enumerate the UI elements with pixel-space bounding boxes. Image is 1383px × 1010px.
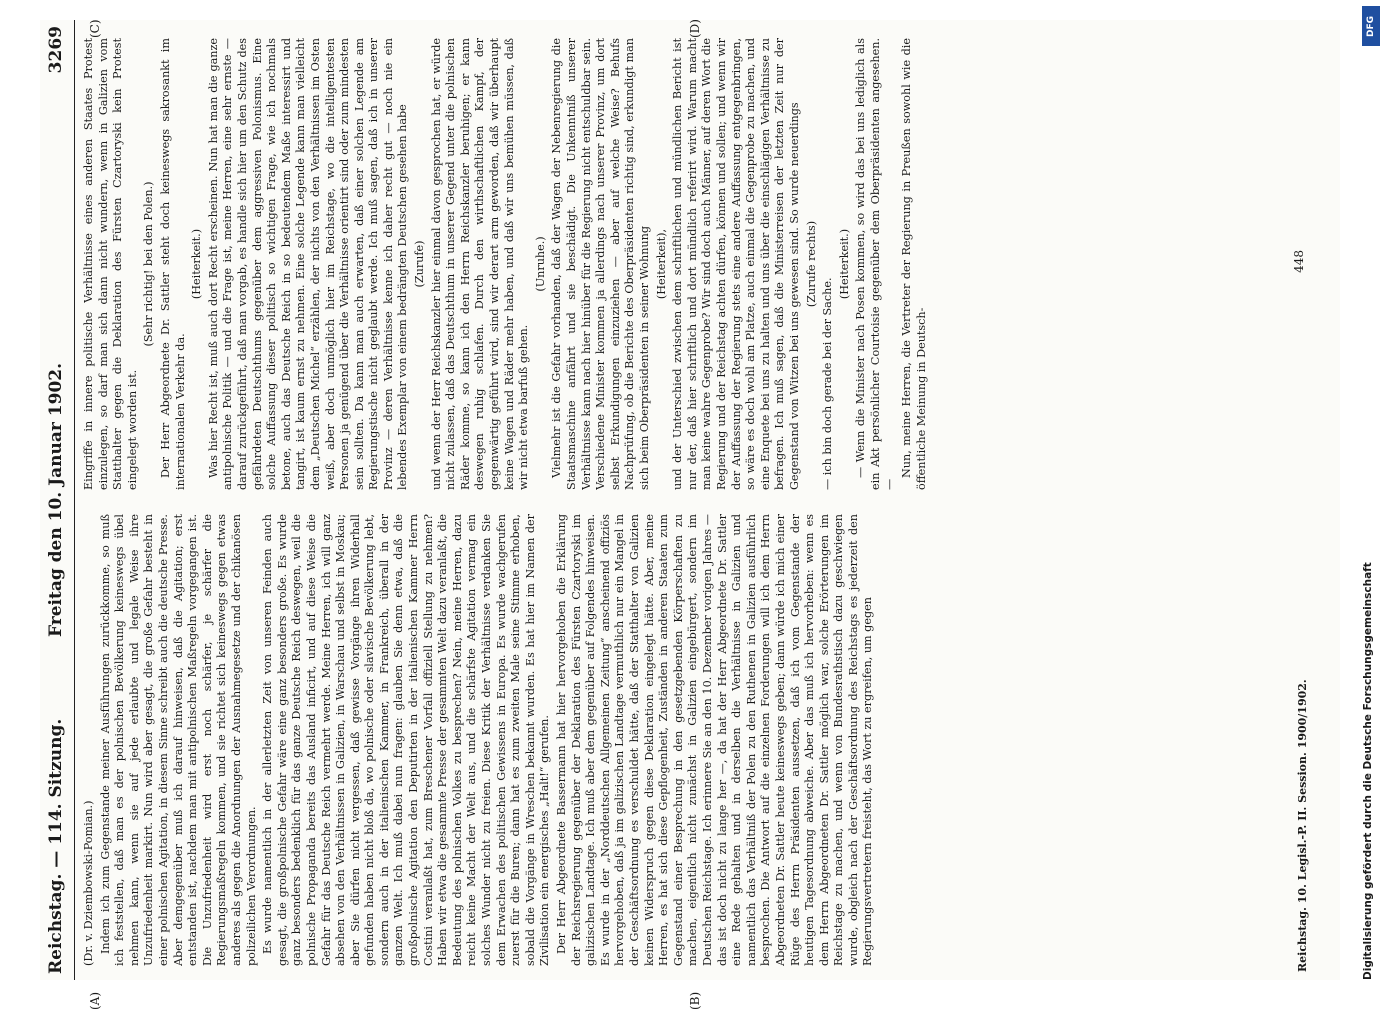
paragraph: Vielmehr ist die Gefahr vorhanden, daß der Wagen der Nebenregierung die Staatsmaschine anfährt und sie beschädigt. Die Unkenntniß unserer Verhältnisse kann nach hier hinüber für die Regierung nicht entschuldbar sein. Verschiedene Minister kommen ja allerdings nach unserer Provinz, um dort selbst Erkundigungen einzuziehen — aber auf welche Weise? Behufs Nachprüfung, ob die Berichte des Oberpräsidenten richtig sind, erkundigt man sich beim Oberpräsidenten in seiner Wohnung <box>550 38 651 490</box>
page-header <box>40 20 75 980</box>
left-column <box>82 514 1282 966</box>
page-number: 3269 <box>46 26 66 74</box>
paragraph: Nun, meine Herren, die Vertreter der Regierung in Preußen sowohl wie die öffentliche Meinung in Deutsch- <box>900 38 928 490</box>
digitization-credit: Digitalisierung gefördert durch die Deutsche Forschungsgemeinschaft <box>1362 562 1374 980</box>
interjection: (Zurufe rechts) <box>804 220 818 308</box>
paragraph: Indem ich zum Gegenstande meiner Ausführungen zurückkomme, so muß ich feststellen, daß man es der polnischen Bevölkerung keineswegs übel nehmen kann, wenn sie auf jede erlaubte und legale Weise ihre Unzufriedenheit markirt. Nun wird aber gesagt, die große Gefahr besteht in einer polnischen Agitation, in diesem Sinne schreibt auch die deutsche Presse. Aber demgegenüber muß ich darauf hinweisen, daß die Agitation; erst entstanden ist, nachdem man mit antipolnischen Maßregeln vorgegangen ist. Die Unzufriedenheit wird erst noch schärfer, je schärfer die Regierungsmaßregeln kommen, und sie richtet sich keineswegs gegen etwas anderes als gegen die Anordnungen der Ausnahmegesetze und der chikanösen polizeilichen Verordnungen. <box>98 514 258 966</box>
interjection: (Unruhe.) <box>533 236 547 292</box>
margin-mark-a: (A) <box>88 991 102 1010</box>
header-left: Reichstag. — 114. Sitzung. <box>46 718 66 974</box>
interjection: (Heiterkeit), <box>654 228 668 300</box>
header-date: Freitag den 10. Januar 1902. <box>46 362 66 638</box>
interjection: (Heiterkeit.) <box>190 228 204 300</box>
speaker-label: (Dr. v. Dziembowski-Pomian.) <box>82 800 95 966</box>
right-column <box>82 38 1282 490</box>
paragraph: Es wurde namentlich in der allerletzten Zeit von unseren Feinden auch gesagt, die großpolnische Gefahr wäre eine ganz besonders große. Es wurde ganz besonders bedenklich für das ganze Deutsche Reich deswegen, weil die polnische Propaganda bereits das Ausland inficirt, und auf diese Weise die Gefahr für das Deutsche Reich vermehrt werde. Meine Herren, ich will ganz absehen von den Verhältnissen in Galizien, in Warschau und selbst in Moskau; aber Sie dürfen nicht vergessen, daß gewisse Vorgänge ihren Widerhall gefunden haben nicht bloß da, wo polnische oder slavische Bevölkerung lebt, sondern auch in der italienischen Kammer, in Frankreich, überall in der ganzen Welt. Ich muß dabei nun fragen: glauben Sie denn etwa, daß die großpolnische Agitation den Deputirten in der italienischen Kammer Herrn Costini veranlaßt hat, zum Breschener Vorfall offiziell Stellung zu nehmen? Haben wir etwa die gesammte Presse der gesammten Welt dazu veranlaßt, die Bedeutung des polnischen Volkes zu besprechen? Nein, meine Herren, dazu reicht keine Macht der Welt aus, und die schärfste Agitation vermag ein solches Wunder nicht zu freien. Diese Kritik der Verhältnisse verdanken Sie dem Erwachen des politischen Gewissens in Europa. Es wurde wachgerufen zuerst für die Buren; dann hat es zum zweiten Male seine Stimme erhoben, sobald die Vorgänge in Wreschen bekannt wurden. Es hat hier im Namen der Zivilisation ein energisches „Halt!“ gerufen. <box>261 514 552 966</box>
footer-sheet-number: 448 <box>1292 250 1306 273</box>
paragraph: — ich bin doch gerade bei der Sache. <box>821 277 835 490</box>
newspaper-page <box>40 19 1340 1010</box>
margin-mark-c: (C) <box>88 19 102 38</box>
dfg-logo: DFG <box>1362 6 1380 46</box>
paragraph: — Wenn die Minister nach Posen kommen, so wird das bei uns lediglich als ein Akt persönlicher Courtoisie gegenüber dem Oberpräsidenten angesehen. — <box>854 38 897 490</box>
paragraph: und der Unterschied zwischen dem schriftlichen und mündlichen Bericht ist nur der, daß hier schriftlich und dort mündlich referirt wird. Warum macht man keine wahre Gegenprobe? Wir sind doch auch Männer, auf deren Wort die Regierung und der Reichstag achten dürfen, können und sollen; und wenn wir der Auffassung der Regierung stets eine andere Auffassung entgegenbringen, so wäre es doch wohl am Platze, auch einmal die Gegenprobe zu machen, und eine Enquete bei uns zu halten und uns über die einschlägigen Verhältnisse zu befragen. Ich muß sagen, daß die Ministerreisen der letzten Zeit nur der Gegenstand von Witzen bei uns gewesen sind. So wurde neuerdings <box>671 38 801 490</box>
paragraph: und wenn der Herr Reichskanzler hier einmal davon gesprochen hat, er würde nicht zulassen, daß das Deutschthum in unserer Gegend unter die polnischen Räder komme, so kann ich den Herrn Reichskanzler beruhigen; er kann deswegen ruhig schlafen. Durch den wirthschaftlichen Kampf, der gegenwärtig geführt wird, sind wir derart arm geworden, daß wir überhaupt keine Wagen und Räder mehr haben, und daß wir uns bemühen müssen, daß wir nicht etwa barfuß gehen. <box>429 38 531 490</box>
margin-mark-b: (B) <box>688 991 702 1010</box>
footer-session: Reichstag. 10. Legisl.-P. II. Session. 1900/1902. <box>1296 679 1309 972</box>
page-footer <box>1292 20 1332 980</box>
interjection: (Heiterkeit.) <box>837 228 851 300</box>
margin-mark-d: (D) <box>688 19 702 38</box>
interjection: (Sehr richtig! bei den Polen.) <box>142 181 156 347</box>
paragraph: Eingriffe in innere politische Verhältnisse eines anderen Staates Protest einzulegen, so darf man sich dann nicht wundern, wenn in Galizien vom Statthalter gegen die Deklaration des Fürsten Czartoryski kein Protest eingelegt worden ist. <box>82 38 139 490</box>
interjection: (Zurufe) <box>413 240 427 288</box>
paragraph: Was hier Recht ist, muß auch dort Recht erscheinen. Nun hat man die ganze antipolnische Politik — und die Frage ist, meine Herren, eine sehr ernste — darauf zurückgeführt, daß man vorgab, es handle sich hier um den Schutz des gefährdeten Deutschthums gegenüber dem aggressiven Polonismus. Eine solche Auffassung dieser politisch so wichtigen Frage, wie ich nochmals betone, auch das Deutsche Reich in so bedeutendem Maße interessirt und tangirt, ist kaum ernst zu nehmen. Eine solche Legende kann man vielleicht dem „Deutschen Michel“ erzählen, der nichts von den Verhältnissen im Osten weiß, aber doch unmöglich hier im Reichstage, wo die intelligentesten Personen ja genügend über die Verhältnisse orientirt sind oder zum mindesten sein sollten. Da kann man auch erwarten, daß einer solchen Legende am Regierungstische nicht geglaubt werde. Ich muß sagen, daß ich in unserer Provinz — deren Verhältnisse kenne ich daher recht gut — noch nie ein lebendes Exemplar von einem bedrängten Deutschen gesehen habe <box>206 38 410 490</box>
paragraph: Der Herr Abgeordnete Dr. Sattler steht doch keineswegs sakrosankt im internationalen Verkehr da. <box>158 38 187 490</box>
paragraph: Der Herr Abgeordnete Bassermann hat hier hervorgehoben die Erklärung der Reichsregierung gegenüber der Deklaration des Fürsten Czartoryski im galizischen Landtage. Ich muß aber dem gegenüber auf Folgendes hinweisen. Es wurde in der „Norddeutschen Allgemeinen Zeitung“ anscheinend offiziös hervorgehoben, daß ja im galizischen Landtage vermuthlich nur ein Mangel in der Geschäftsordnung es verschuldet hätte, daß der Statthalter von Galizien keinen Widerspruch gegen diese Deklaration eingelegt hätte. Aber, meine Herren, es hat sich diese Gepflogenheit, Zuständen in anderen Staaten zum Gegenstand einer Besprechung in den gesetzgebenden Körperschaften zu machen, eigentlich nicht zunächst in Galizien eingebürgert, sondern im Deutschen Reichstage. Ich erinnere Sie an den 10. Dezember vorigen Jahres — das ist doch nicht zu lange her —, da hat der Herr Abgeordnete Dr. Sattler eine Rede gehalten und in derselben die Verhältnisse in Galizien und namentlich das Verhältniß der Polen zu den Ruthenen in Galizien ausführlich besprochen. Die Antwort auf die einzelnen Forderungen will ich dem Herrn Abgeordneten Dr. Sattler heute keineswegs geben; dann würde ich mich einer Rüge des Herrn Präsidenten aussetzen, daß ich vom Gegenstande der heutigen Tagesordnung abweiche. Aber das muß ich hervorheben: wenn es dem Herrn Abgeordneten Dr. Sattler möglich war, solche Erörterungen im Reichstage zu machen, und wenn von Bundesrathstisch dazu geschwiegen wurde, obgleich nach der Geschäftsordnung des Reichstags es jederzeit den Regierungsvertretern freisteht, das Wort zu ergreifen, um gegen <box>555 514 875 966</box>
